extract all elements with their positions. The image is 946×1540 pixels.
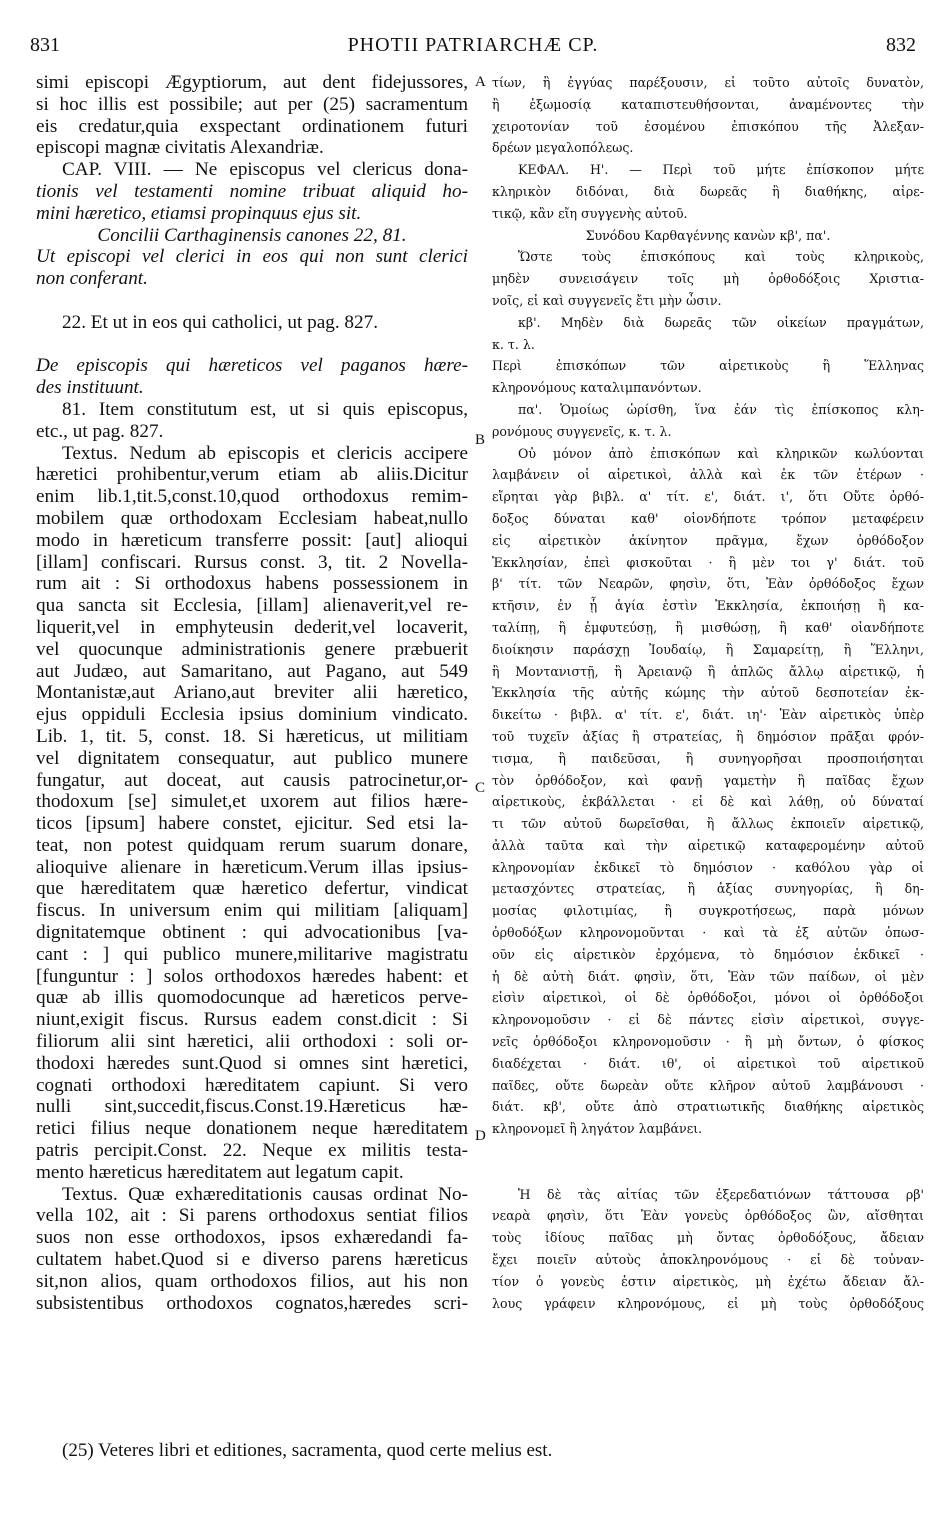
latin-text-line: retici filius neque donationem neque hæreditatem: [36, 1118, 468, 1140]
footnote: (25) Veteres libri et editiones, sacramenta, quod certe melius est.: [62, 1440, 553, 1461]
latin-text-line: vel quocunque administrationis genere præbuerit: [36, 638, 468, 660]
latin-text-line: Concilii Carthaginensis canones 22, 81.: [97, 224, 407, 246]
greek-text-line: ΚΕΦΑΛ. Η'. — Περὶ τοῦ μήτε ἐπίσκοπον μήτε: [518, 162, 924, 178]
latin-text-line: fiscus. In universum enim qui militiam [aliquam]: [36, 900, 468, 922]
latin-text-line: vella 102, ait : Si parens orthodoxus sentiat filios: [36, 1205, 468, 1227]
greek-text-line: εἰσὶν αἱρετικοὶ, οἱ δὲ ὀρθόδοξοι, μόνοι οἱ ὀρθόδοξοι: [492, 990, 924, 1006]
latin-text-line: mento hæreticus hæreditatem aut legatum capit.: [36, 1161, 404, 1183]
latin-text-line: 22. Et ut in eos qui catholici, ut pag. 827.: [62, 311, 379, 333]
greek-text-line: τὸν ὀρθόδοξον, καὶ φανῇ γαμετὴν ἢ παῖδας ἔχων: [492, 772, 924, 788]
greek-text-line: τοὺς ἰδίους παῖδας μὴ ὄντας ὀρθοδόξους, ἄδειαν: [492, 1230, 924, 1246]
greek-text-line: αἱρετικοὺς, ἐκβάλλεται · εἰ δὲ καὶ λάθῃ, οὐ δύναταί: [492, 794, 924, 810]
latin-text-line: rum ait : Si orthodoxus habens possessionem in: [36, 573, 468, 595]
greek-text-line: κ. τ. λ.: [492, 336, 535, 352]
greek-text-line: μοσίας φιλοτιμίας, ἢ συγκροτήσεως, παρὰ μόνων: [492, 903, 924, 919]
greek-text-line: ἔχει ποιεῖν αὐτοὺς ἀποκληρονόμους · εἰ δὲ τοὐναν-: [492, 1252, 924, 1268]
greek-text-line: λους γράφειν κληρονόμους, εἰ μὴ τοὺς ὀρθοδόξους: [492, 1295, 924, 1311]
greek-text-line: [492, 1140, 924, 1162]
greek-text-line: κτῆσιν, ἐν ᾗ ἁγία ἐστὶν Ἐκκλησία, ἐκποιήσῃ ἢ κα-: [492, 598, 924, 614]
greek-text-line: νοῖς, εἰ καὶ συγγενεῖς ἔτι μὴν ὦσιν.: [492, 292, 722, 308]
greek-text-line: ἀλλὰ ταῦτα καὶ τὴν αἱρετικῷ καταφερομένην αὐτοῦ: [492, 837, 924, 853]
greek-text-line: τίον ὁ γονεὺς ἐστιν αἱρετικὸς, μὴ ἐχέτω ἄδειαν ἄλ-: [492, 1273, 924, 1289]
latin-text-line: des instituunt.: [36, 377, 144, 399]
latin-text-line: filiorum alii sint hæretici, alii orthodoxi : soli or-: [36, 1031, 468, 1053]
greek-text-line: οῦν εἰς αἱρετικὸν ἐρχόμενα, τὸ δημόσιον ἐκδικεῖ ·: [492, 946, 924, 962]
latin-column: [36, 72, 468, 1314]
latin-text-line: quæ ab illis quomodocunque ad hæreticos perve-: [36, 987, 468, 1009]
greek-text-line: ἡ δὲ αὐτὴ διάτ. φησὶν, ὅτι, Ἐὰν τῶν παίδων, οἱ μὲν: [492, 968, 924, 984]
latin-text-line: Textus. Nedum ab episcopis et clericis accipere: [62, 442, 468, 464]
latin-text-line: Textus. Quæ exhæreditationis causas ordinat No-: [62, 1183, 468, 1205]
latin-text-line: tionis vel testamenti nomine tribuat aliquid ho-: [36, 180, 468, 202]
latin-text-line: non conferant.: [36, 268, 148, 290]
latin-text-line: si hoc illis est possibile; aut per (25) sacramentum: [36, 93, 468, 115]
latin-text-line: liquerit,vel in emphyteusin dederit,vel locaverit,: [36, 616, 468, 638]
latin-text-line: cultatem habet.Quod si e diverso parens hæreticus: [36, 1249, 468, 1271]
latin-text-line: mini hæretico, etiamsi propinquus ejus sit.: [36, 202, 362, 224]
latin-text-line: [illam] confiscari. Rursus const. 3, tit. 2 Novella-: [36, 551, 468, 573]
greek-text-line: κληρικὸν διδόναι, διὰ δωρεᾶς ἢ διαθήκης, αἱρε-: [492, 183, 924, 199]
right-page-number: 832: [886, 34, 916, 56]
greek-text-line: μετασχόντες στρατείας, ἢ ἀξίας συνηγορίας, ἢ δη-: [492, 881, 924, 897]
greek-text-line: διοίκησιν παράσχῃ Ἰουδαίῳ, ἢ Σαμαρείτῃ, ἢ Ἕλληνι,: [492, 641, 924, 657]
greek-text-line: δρέων μεγαλοπόλεως.: [492, 140, 634, 156]
greek-column: [492, 72, 924, 1314]
greek-text-line: λαμβάνειν οἱ αἱρετικοὶ, ἀλλὰ καὶ ἐκ τῶν ἑτέρων ·: [492, 467, 924, 483]
greek-text-line: τοῦ τυχεῖν ἀξίας ἢ στρατείας, ἢ δημόσιον πρᾶξαι φρόν-: [492, 728, 924, 744]
latin-text-line: [36, 334, 468, 356]
latin-text-line: sit,non alios, quam orthodoxos filios, aut his non: [36, 1270, 468, 1292]
latin-text-line: suos non esse orthodoxos, ipsos exhæredandi fa-: [36, 1227, 468, 1249]
greek-text-line: εἴρηται γὰρ βιβλ. α' τίτ. ε', διάτ. ι', ὅτι Οὔτε ὀρθό-: [492, 489, 924, 505]
greek-text-line: κβ'. Μηδὲν διὰ δωρεᾶς τῶν οἰκείων πραγμάτων,: [518, 314, 924, 330]
latin-text-line: [funguntur : ] solos orthodoxos hæredes habent: et: [36, 965, 468, 987]
greek-text-line: κληρονομεῖ ἢ ληγάτον λαμβάνει.: [492, 1121, 703, 1137]
latin-text-line: ticos [ipsum] habere constet, ejicitur. Sed etsi la-: [36, 813, 468, 835]
greek-text-line: Περὶ ἐπισκόπων τῶν αἱρετικοὺς ἢ Ἕλληνας: [492, 358, 924, 374]
latin-text-line: Montanistæ,aut Ariano,aut breviter alii hæretico,: [36, 682, 468, 704]
greek-text-line: τι τῶν αὐτοῦ δωρεῖσθαι, ἢ ἄλλως ἐκποιεῖν αἱρετικῷ,: [492, 816, 924, 832]
greek-text-line: ἢ Μοντανιστῇ, ἢ Ἀρειανῷ ἢ ἁπλῶς ἄλλῳ αἱρετικῷ, ἡ: [492, 663, 924, 679]
latin-text-line: qua sancta sit Ecclesia, [illam] alienaverit,vel re-: [36, 595, 468, 617]
latin-text-line: modo in hæreticum transferre possit: [aut] alioqui: [36, 529, 468, 551]
latin-text-line: aut Judæo, aut Samaritano, aut Pagano, aut 549: [36, 660, 468, 682]
latin-text-line: thodoxum [se] simulet,et uxorem aut filios hære-: [36, 791, 468, 813]
latin-text-line: ejus oppiduli Ecclesia ipsius dominium vindicato.: [36, 704, 468, 726]
greek-text-line: δικείτω · βιβλ. α' τίτ. ε', διάτ. ιη'· Ἐὰν αἱρετικὸς ὑπὲρ: [492, 707, 924, 723]
latin-text-line: episcopi magnæ civitatis Alexandriæ.: [36, 137, 324, 159]
greek-text-line: Οὐ μόνον ἀπὸ ἐπισκόπων καὶ κληρικῶν κωλύονται: [518, 445, 924, 461]
greek-text-line: εἰς αἱρετικὸν ἀκίνητον πρᾶγμα, ἔχων ὀρθόδοξον: [492, 532, 924, 548]
greek-text-line: Ὥστε τοὺς ἐπισκόπους καὶ τοὺς κληρικοὺς,: [518, 249, 924, 265]
greek-text-line: μηδὲν συνεισάγειν τοῖς μὴ ὀρθοδόξοις Χριστια-: [492, 271, 924, 287]
greek-text-line: κληρονόμους καταλιμπανόντων.: [492, 380, 702, 396]
margin-letter-b: B: [475, 432, 486, 448]
greek-text-line: τίων, ἢ ἐγγύας παρέξουσιν, εἰ τοῦτο αὐτοῖς δυνατὸν,: [492, 75, 924, 90]
left-page-number: 831: [30, 34, 60, 56]
latin-text-line: cant : ] qui publico munere,militarive magistratu: [36, 943, 468, 965]
running-header: [30, 34, 916, 60]
latin-text-line: eis credatur,quia exspectant ordinationem futuri: [36, 115, 468, 137]
greek-text-line: παῖδες, οὔτε δωρεὰν οὔτε κλῆρον αὐτοῦ λαμβάνουσι ·: [492, 1077, 924, 1093]
latin-text-line: [36, 290, 468, 312]
greek-text-line: Ἐκκλησίαν, ἐπεὶ φισκοῦται · ἢ μὲν τοι γ' διάτ. τοῦ: [492, 554, 924, 570]
greek-text-line: χειροτονίαν τοῦ ἐσομένου ἐπισκόπου τῆς Ἀλεξαν-: [492, 118, 924, 134]
greek-text-line: κληρονομίαν ἐκδικεῖ τὸ δημόσιον · καθόλου γὰρ οἱ: [492, 859, 924, 875]
latin-text-line: hæretici prohibentur,verum etiam ab aliis.Dicitur: [36, 464, 468, 486]
latin-text-line: vel dignitatem consequatur, aut publico munere: [36, 747, 468, 769]
greek-text-line: ταλίπῃ, ἢ ἐμφυτεύσῃ, ἢ μισθώσῃ, ἢ καθ' οἱανδήποτε: [492, 619, 924, 635]
latin-text-line: cognati orthodoxi hæreditatem capiunt. Si vero: [36, 1074, 468, 1096]
greek-text-line: τικῷ, κἂν εἴη συγγενὴς αὐτοῦ.: [492, 205, 688, 221]
latin-text-line: CAP. VIII. — Ne episcopus vel clericus dona-: [62, 159, 468, 181]
greek-text-line: ὀρθοδόξων κληρονομοῦνται · καὶ τὰ ἐξ αὐτῶν ὁπωσ-: [492, 925, 924, 941]
latin-text-line: enim lib.1,tit.5,const.10,quod orthodoxus remim-: [36, 486, 468, 508]
margin-letter-d: D: [475, 1128, 486, 1144]
greek-text-line: νεαρὰ φησὶν, ὅτι Ἐὰν γονεὺς ὀρθόδοξος ὢν, αἴσθηται: [492, 1208, 924, 1224]
latin-text-line: nulli sint,succedit,fiscus.Const.19.Hæreticus hæ-: [36, 1096, 468, 1118]
latin-text-line: que hæreditatem quæ hæretico defertur, vindicat: [36, 878, 468, 900]
greek-text-line: τισμα, ἢ παιδεῦσαι, ἢ συνηγορῆσαι προσποιήσηται: [492, 750, 924, 766]
latin-text-line: dignitatemque obtinent : qui advocationibus [va-: [36, 922, 468, 944]
latin-text-line: thodoxi hæredes sunt.Quod si omnes sint hæretici,: [36, 1052, 468, 1074]
greek-text-line: διάτ. κβ', οὔτε ἀπὸ στρατιωτικῆς διαθήκης αἱρετικὸς: [492, 1099, 924, 1115]
greek-text-line: β' τίτ. τῶν Νεαρῶν, φησὶν, ὅτι, Ἐὰν ὀρθόδοξος ἔχων: [492, 576, 924, 592]
greek-text-line: ἢ ἐξωμοσίᾳ καταπιστευθήσονται, ἀναμένοντες τὴν: [492, 96, 924, 112]
latin-text-line: alioquive alienare in hæreticum.Verum illas ipsius-: [36, 856, 468, 878]
greek-text-line: Ἡ δὲ τὰς αἰτίας τῶν ἐξερεδατιόνων τάττουσα ρβ': [518, 1186, 924, 1202]
greek-text-line: πα'. Ὁμοίως ὡρίσθη, ἵνα ἐάν τὶς ἐπίσκοπος κλη-: [518, 401, 924, 417]
greek-text-line: δοξος δύναται καθ' οἱονδήποτε τρόπον μεταφέρειν: [492, 510, 924, 526]
greek-text-line: Ἐκκλησία τῆς αὐτῆς κώμης τὴν αὐτοῦ δεσποτείαν ἐκ-: [492, 685, 924, 701]
latin-text-line: subsistentibus orthodoxos cognatos,hæredes scri-: [36, 1292, 468, 1314]
greek-text-line: ρονόμους συγγενεῖς, κ. τ. λ.: [492, 423, 672, 439]
latin-text-line: fungatur, aut doceat, aut causis patrocinetur,or-: [36, 769, 468, 791]
latin-text-line: mobilem quæ orthodoxam Ecclesiam habeat,nullo: [36, 507, 468, 529]
greek-text-line: κληρονομοῦσιν · εἰ δὲ πάντες εἰσὶν αἱρετικοὶ, συγγε-: [492, 1012, 924, 1028]
latin-text-line: teat, non potest quidquam rerum suarum donare,: [36, 834, 468, 856]
latin-text-line: Lib. 1, tit. 5, const. 18. Si hæreticus, ut militiam: [36, 725, 468, 747]
margin-letter-a: A: [475, 74, 486, 90]
greek-text-line: διαδέχεται · διάτ. ιθ', οἱ αἱρετικοὶ τοῦ αἱρετικοῦ: [492, 1055, 924, 1071]
latin-text-line: De episcopis qui hæreticos vel paganos hære-: [36, 355, 468, 377]
greek-text-line: νεῖς ὀρθόδοξοι κληρονομοῦσιν · ἢ μὴ ὄντων, ὁ φίσκος: [492, 1034, 924, 1050]
latin-text-line: niunt,exigit fiscus. Rursus eadem const.dicit : Si: [36, 1009, 468, 1031]
greek-text-line: [492, 1162, 924, 1184]
latin-text-line: simi episcopi Ægyptiorum, aut dent fidejussores,: [36, 72, 468, 93]
greek-text-line: Συνόδου Καρθαγέννης κανὼν κβ', πα'.: [585, 227, 831, 243]
margin-letter-c: C: [475, 780, 486, 796]
running-title: PHOTII PATRIARCHÆ CP.: [347, 34, 599, 56]
latin-text-line: etc., ut pag. 827.: [36, 420, 164, 442]
latin-text-line: Ut episcopi vel clerici in eos qui non sunt clerici: [36, 246, 468, 268]
latin-text-line: patris percipit.Const. 22. Neque ex militis testa-: [36, 1140, 468, 1162]
latin-text-line: 81. Item constitutum est, ut si quis episcopus,: [62, 398, 468, 420]
